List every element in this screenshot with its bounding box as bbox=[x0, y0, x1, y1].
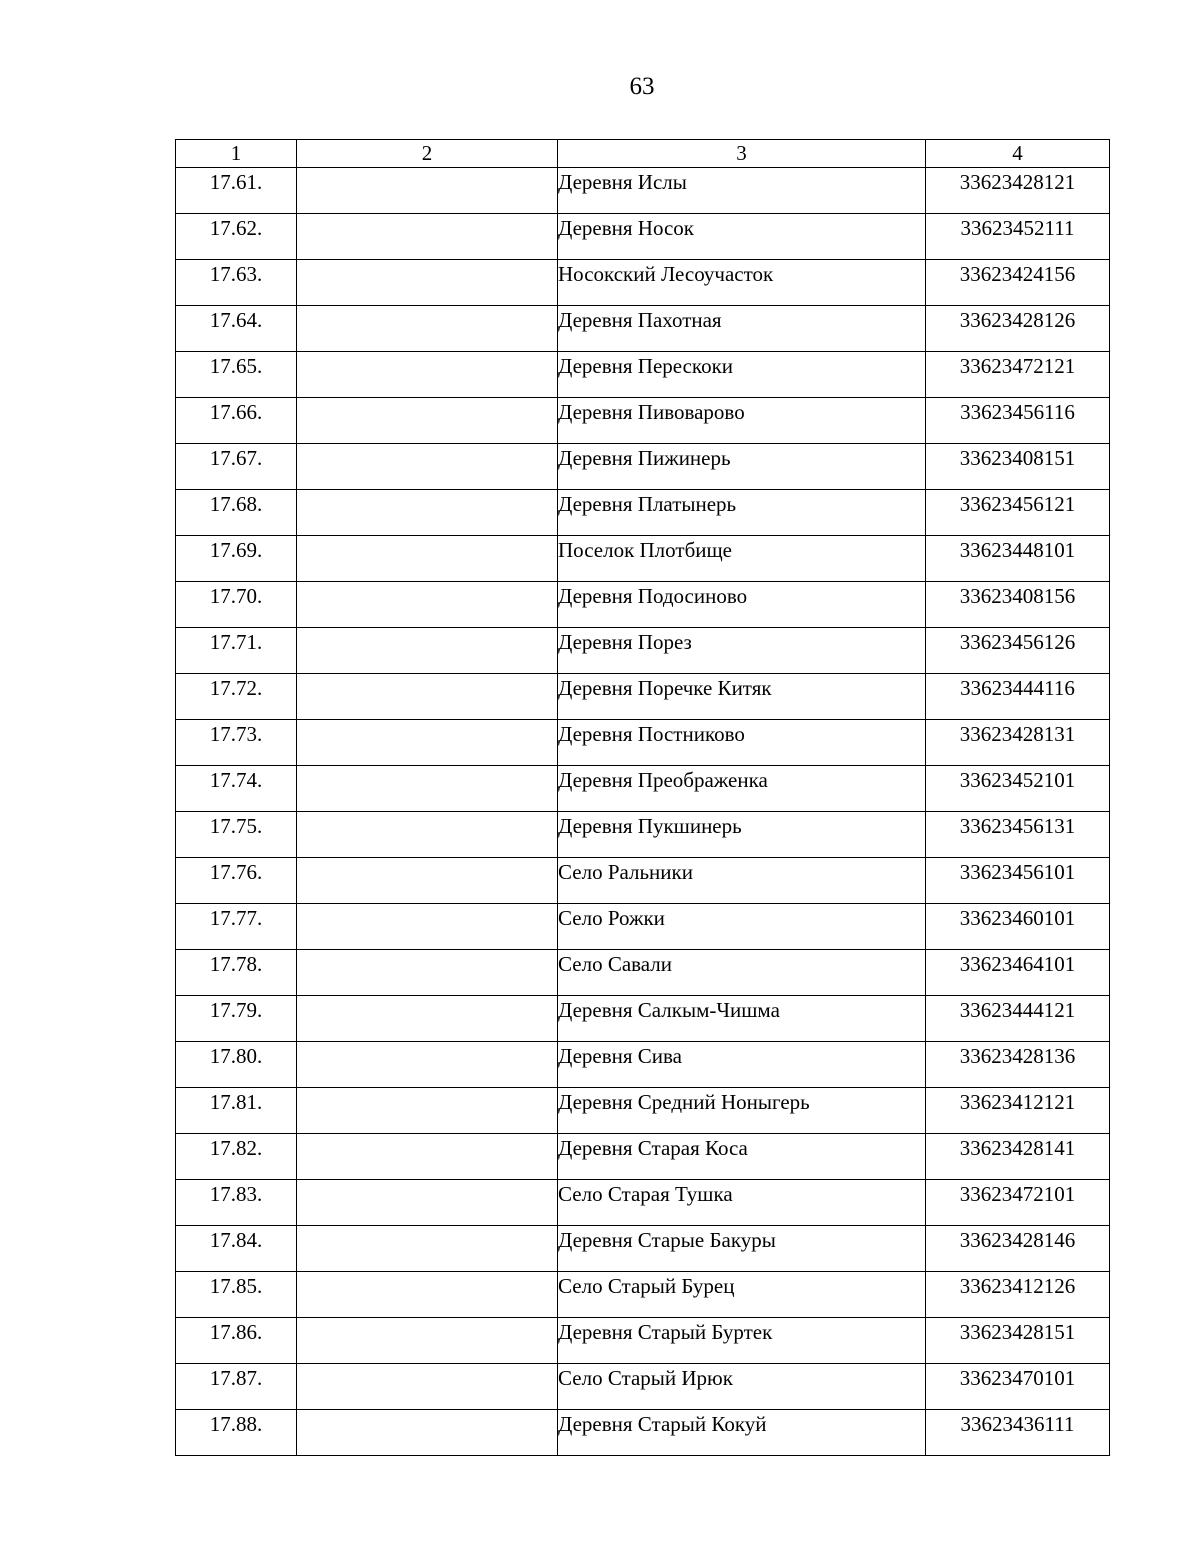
table-row bbox=[176, 352, 1110, 398]
settlement-name-cell: Носокский Лесоучасток bbox=[558, 260, 926, 306]
settlement-code-cell: 33623472101 bbox=[926, 1180, 1110, 1226]
column-2-cell bbox=[297, 1272, 558, 1318]
settlement-code-cell: 33623436111 bbox=[926, 1410, 1110, 1456]
settlement-code-cell: 33623428131 bbox=[926, 720, 1110, 766]
row-number-cell: 17.63. bbox=[176, 260, 297, 306]
settlement-name-cell: Поселок Плотбище bbox=[558, 536, 926, 582]
table-row bbox=[176, 1134, 1110, 1180]
column-2-cell bbox=[297, 1134, 558, 1180]
table-row bbox=[176, 766, 1110, 812]
settlement-code-cell: 33623428141 bbox=[926, 1134, 1110, 1180]
table-row bbox=[176, 1180, 1110, 1226]
settlement-code-cell: 33623452111 bbox=[926, 214, 1110, 260]
settlement-name-cell: Деревня Постниково bbox=[558, 720, 926, 766]
row-number-cell: 17.69. bbox=[176, 536, 297, 582]
row-number-cell: 17.81. bbox=[176, 1088, 297, 1134]
table-row bbox=[176, 950, 1110, 996]
settlement-name-cell: Деревня Сива bbox=[558, 1042, 926, 1088]
settlement-code-cell: 33623456131 bbox=[926, 812, 1110, 858]
settlement-code-cell: 33623428136 bbox=[926, 1042, 1110, 1088]
table-header bbox=[176, 140, 1110, 168]
row-number-cell: 17.75. bbox=[176, 812, 297, 858]
row-number-cell: 17.70. bbox=[176, 582, 297, 628]
settlement-name-cell: Село Старая Тушка bbox=[558, 1180, 926, 1226]
row-number-cell: 17.88. bbox=[176, 1410, 297, 1456]
row-number-cell: 17.82. bbox=[176, 1134, 297, 1180]
column-2-cell bbox=[297, 858, 558, 904]
column-header-3: 3 bbox=[558, 140, 926, 168]
settlement-code-cell: 33623460101 bbox=[926, 904, 1110, 950]
table-row bbox=[176, 1226, 1110, 1272]
row-number-cell: 17.87. bbox=[176, 1364, 297, 1410]
settlement-code-cell: 33623408156 bbox=[926, 582, 1110, 628]
settlement-name-cell: Деревня Пижинерь bbox=[558, 444, 926, 490]
table-row bbox=[176, 168, 1110, 214]
settlement-code-cell: 33623456126 bbox=[926, 628, 1110, 674]
settlement-name-cell: Село Савали bbox=[558, 950, 926, 996]
settlement-name-cell: Село Ральники bbox=[558, 858, 926, 904]
settlement-name-cell: Деревня Старая Коса bbox=[558, 1134, 926, 1180]
column-2-cell bbox=[297, 628, 558, 674]
settlement-code-cell: 33623472121 bbox=[926, 352, 1110, 398]
settlement-code-cell: 33623464101 bbox=[926, 950, 1110, 996]
table-body bbox=[176, 168, 1110, 1456]
row-number-cell: 17.76. bbox=[176, 858, 297, 904]
settlement-name-cell: Деревня Салкым-Чишма bbox=[558, 996, 926, 1042]
settlement-name-cell: Деревня Порез bbox=[558, 628, 926, 674]
settlement-name-cell: Деревня Носок bbox=[558, 214, 926, 260]
table-row bbox=[176, 1042, 1110, 1088]
column-2-cell bbox=[297, 490, 558, 536]
table-row bbox=[176, 398, 1110, 444]
table-row bbox=[176, 858, 1110, 904]
table-row bbox=[176, 904, 1110, 950]
table-row bbox=[176, 996, 1110, 1042]
column-2-cell bbox=[297, 306, 558, 352]
column-header-4: 4 bbox=[926, 140, 1110, 168]
settlement-name-cell: Деревня Средний Ноныгерь bbox=[558, 1088, 926, 1134]
settlement-name-cell: Деревня Старый Кокуй bbox=[558, 1410, 926, 1456]
column-2-cell bbox=[297, 260, 558, 306]
settlement-name-cell: Деревня Пивоварово bbox=[558, 398, 926, 444]
column-2-cell bbox=[297, 996, 558, 1042]
row-number-cell: 17.66. bbox=[176, 398, 297, 444]
row-number-cell: 17.83. bbox=[176, 1180, 297, 1226]
row-number-cell: 17.64. bbox=[176, 306, 297, 352]
settlement-name-cell: Деревня Платынерь bbox=[558, 490, 926, 536]
settlement-code-cell: 33623428126 bbox=[926, 306, 1110, 352]
settlement-name-cell: Деревня Старые Бакуры bbox=[558, 1226, 926, 1272]
row-number-cell: 17.85. bbox=[176, 1272, 297, 1318]
column-2-cell bbox=[297, 812, 558, 858]
row-number-cell: 17.61. bbox=[176, 168, 297, 214]
settlement-code-table bbox=[175, 139, 1110, 1456]
row-number-cell: 17.86. bbox=[176, 1318, 297, 1364]
column-header-1: 1 bbox=[176, 140, 297, 168]
column-2-cell bbox=[297, 1364, 558, 1410]
column-2-cell bbox=[297, 766, 558, 812]
column-2-cell bbox=[297, 168, 558, 214]
table-row bbox=[176, 582, 1110, 628]
settlement-code-cell: 33623452101 bbox=[926, 766, 1110, 812]
table-row bbox=[176, 306, 1110, 352]
settlement-code-cell: 33623428151 bbox=[926, 1318, 1110, 1364]
settlement-code-cell: 33623456101 bbox=[926, 858, 1110, 904]
table-row bbox=[176, 1088, 1110, 1134]
settlement-name-cell: Деревня Ислы bbox=[558, 168, 926, 214]
row-number-cell: 17.68. bbox=[176, 490, 297, 536]
row-number-cell: 17.78. bbox=[176, 950, 297, 996]
settlement-code-cell: 33623412126 bbox=[926, 1272, 1110, 1318]
settlement-code-cell: 33623448101 bbox=[926, 536, 1110, 582]
row-number-cell: 17.62. bbox=[176, 214, 297, 260]
settlement-code-cell: 33623456121 bbox=[926, 490, 1110, 536]
row-number-cell: 17.67. bbox=[176, 444, 297, 490]
settlement-name-cell: Село Старый Ирюк bbox=[558, 1364, 926, 1410]
column-2-cell bbox=[297, 1226, 558, 1272]
settlement-code-cell: 33623444121 bbox=[926, 996, 1110, 1042]
settlement-code-cell: 33623412121 bbox=[926, 1088, 1110, 1134]
table-row bbox=[176, 536, 1110, 582]
column-2-cell bbox=[297, 1318, 558, 1364]
settlement-code-cell: 33623470101 bbox=[926, 1364, 1110, 1410]
settlement-code-cell: 33623424156 bbox=[926, 260, 1110, 306]
page-number: 63 bbox=[629, 73, 655, 100]
table-row bbox=[176, 720, 1110, 766]
row-number-cell: 17.71. bbox=[176, 628, 297, 674]
settlement-code-cell: 33623456116 bbox=[926, 398, 1110, 444]
row-number-cell: 17.74. bbox=[176, 766, 297, 812]
row-number-cell: 17.73. bbox=[176, 720, 297, 766]
settlement-name-cell: Деревня Подосиново bbox=[558, 582, 926, 628]
column-2-cell bbox=[297, 352, 558, 398]
row-number-cell: 17.84. bbox=[176, 1226, 297, 1272]
column-2-cell bbox=[297, 1410, 558, 1456]
row-number-cell: 17.77. bbox=[176, 904, 297, 950]
column-header-2: 2 bbox=[297, 140, 558, 168]
settlement-name-cell: Село Старый Бурец bbox=[558, 1272, 926, 1318]
table-row bbox=[176, 490, 1110, 536]
table-row bbox=[176, 628, 1110, 674]
settlement-name-cell: Деревня Перескоки bbox=[558, 352, 926, 398]
column-2-cell bbox=[297, 582, 558, 628]
table-row bbox=[176, 1364, 1110, 1410]
column-2-cell bbox=[297, 1042, 558, 1088]
column-2-cell bbox=[297, 1088, 558, 1134]
settlement-code-cell: 33623428146 bbox=[926, 1226, 1110, 1272]
header-row bbox=[176, 140, 1110, 168]
table-row bbox=[176, 1272, 1110, 1318]
column-2-cell bbox=[297, 444, 558, 490]
column-2-cell bbox=[297, 904, 558, 950]
settlement-name-cell: Деревня Преображенка bbox=[558, 766, 926, 812]
settlement-code-cell: 33623428121 bbox=[926, 168, 1110, 214]
column-2-cell bbox=[297, 398, 558, 444]
row-number-cell: 17.65. bbox=[176, 352, 297, 398]
row-number-cell: 17.72. bbox=[176, 674, 297, 720]
row-number-cell: 17.80. bbox=[176, 1042, 297, 1088]
settlement-name-cell: Село Рожки bbox=[558, 904, 926, 950]
column-2-cell bbox=[297, 1180, 558, 1226]
settlement-name-cell: Деревня Пукшинерь bbox=[558, 812, 926, 858]
table-row bbox=[176, 214, 1110, 260]
table-row bbox=[176, 674, 1110, 720]
settlement-name-cell: Деревня Пахотная bbox=[558, 306, 926, 352]
column-2-cell bbox=[297, 674, 558, 720]
table-row bbox=[176, 260, 1110, 306]
column-2-cell bbox=[297, 214, 558, 260]
settlement-code-cell: 33623408151 bbox=[926, 444, 1110, 490]
column-2-cell bbox=[297, 950, 558, 996]
settlement-name-cell: Деревня Поречке Китяк bbox=[558, 674, 926, 720]
table-row bbox=[176, 1410, 1110, 1456]
settlement-code-cell: 33623444116 bbox=[926, 674, 1110, 720]
table-row bbox=[176, 444, 1110, 490]
row-number-cell: 17.79. bbox=[176, 996, 297, 1042]
table-row bbox=[176, 812, 1110, 858]
table-row bbox=[176, 1318, 1110, 1364]
settlement-name-cell: Деревня Старый Буртек bbox=[558, 1318, 926, 1364]
column-2-cell bbox=[297, 720, 558, 766]
column-2-cell bbox=[297, 536, 558, 582]
